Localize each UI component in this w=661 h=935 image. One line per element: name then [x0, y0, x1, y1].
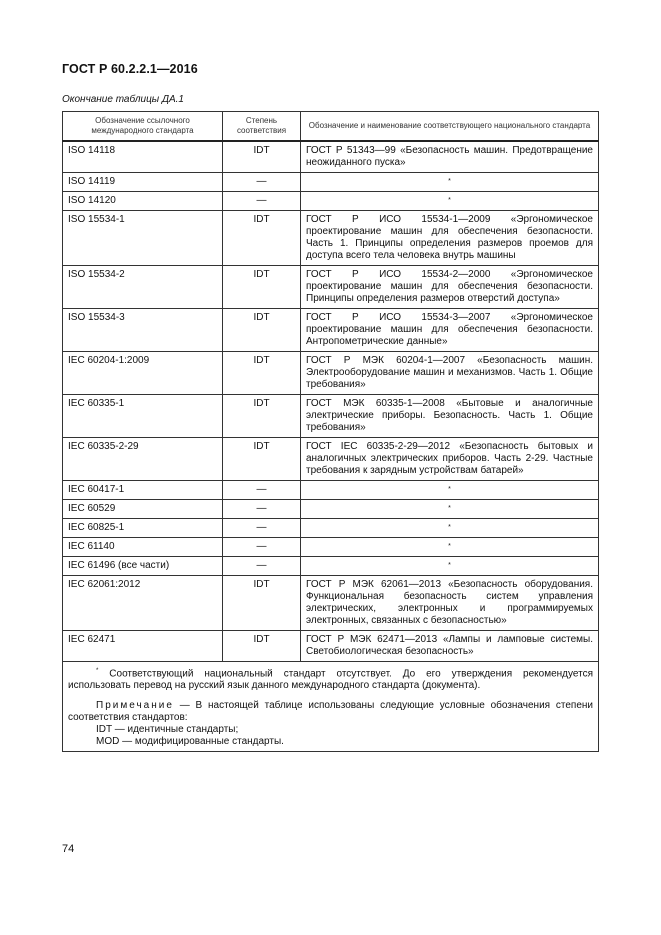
page-header-title: ГОСТ Р 60.2.2.1—2016 [62, 62, 198, 76]
row-national-standard: * [301, 519, 599, 538]
footnote [68, 665, 593, 692]
row-national-standard: * [301, 500, 599, 519]
legend-idt: IDT — идентичные стандарты; [96, 724, 239, 736]
note-text: — В настоящей таблице использованы следующие условные обозначения степени соответствия стандартов: [68, 700, 594, 724]
row-code: IEC 60335-2-29 [63, 438, 223, 481]
table-header-row [63, 112, 599, 142]
column-header-reference-standard: Обозначение ссылочного международного стандарта [63, 112, 223, 142]
row-code: ISO 15534-2 [63, 266, 223, 309]
table-row [63, 438, 599, 481]
footnote-text: Соответствующий национальный стандарт отсутствует. До его утверждения рекомендуется использовать перевод на русский язык данного международного стандарта (документа). [68, 668, 594, 692]
row-degree: — [223, 173, 301, 192]
table-row [63, 309, 599, 352]
row-national-standard: * [301, 538, 599, 557]
table-row [63, 500, 599, 519]
table-row [63, 519, 599, 538]
row-degree: — [223, 500, 301, 519]
legend-mod: MOD — модифицированные стандарты. [96, 736, 284, 748]
row-degree: — [223, 557, 301, 576]
row-degree: IDT [223, 352, 301, 395]
row-national-standard: ГОСТ Р ИСО 15534-1—2009 «Эргономическое проектирование машин для обеспечения безопасности. Часть 1. Принципы определения размеров проемов для доступа всего тела человека внутрь машины [301, 211, 599, 266]
row-degree: IDT [223, 211, 301, 266]
row-degree: IDT [223, 309, 301, 352]
table-footer-row [63, 662, 599, 752]
table-row [63, 352, 599, 395]
row-degree: IDT [223, 266, 301, 309]
row-code: IEC 61140 [63, 538, 223, 557]
row-degree: IDT [223, 395, 301, 438]
column-header-national-standard: Обозначение и наименование соответствующего национального стандарта [301, 112, 599, 142]
row-national-standard: ГОСТ Р МЭК 62061—2013 «Безопасность оборудования. Функциональная безопасность систем управления электрических, электронных и программируемых электронных, связанных с безопасностью» [301, 576, 599, 631]
note-label: Примечание [96, 700, 174, 712]
page-number: 74 [62, 843, 75, 855]
row-degree: — [223, 192, 301, 211]
row-code: ISO 15534-1 [63, 211, 223, 266]
row-national-standard: ГОСТ Р 51343—99 «Безопасность машин. Предотвращение неожиданного пуска» [301, 141, 599, 173]
table-row [63, 557, 599, 576]
row-degree: IDT [223, 576, 301, 631]
table-footnotes [63, 662, 599, 752]
table-row [63, 538, 599, 557]
row-code: IEC 60335-1 [63, 395, 223, 438]
row-national-standard: * [301, 557, 599, 576]
row-code: IEC 60204-1:2009 [63, 352, 223, 395]
table-row [63, 576, 599, 631]
table-row [63, 395, 599, 438]
column-header-degree: Степень соответствия [223, 112, 301, 142]
row-national-standard: ГОСТ IEC 60335-2-29—2012 «Безопасность бытовых и аналогичных электрических приборов. Часть 2-29. Частные требования к зарядным устройствам батарей» [301, 438, 599, 481]
table-row [63, 173, 599, 192]
row-degree: — [223, 538, 301, 557]
row-national-standard: * [301, 481, 599, 500]
row-national-standard: ГОСТ МЭК 60335-1—2008 «Бытовые и аналогичные электрические приборы. Безопасность. Часть 1. Общие требования» [301, 395, 599, 438]
row-code: IEC 60417-1 [63, 481, 223, 500]
row-national-standard: * [301, 192, 599, 211]
row-code: IEC 61496 (все части) [63, 557, 223, 576]
row-code: IEC 62471 [63, 631, 223, 662]
row-national-standard: ГОСТ Р ИСО 15534-3—2007 «Эргономическое проектирование машин для обеспечения безопасности. Антропометрические данные» [301, 309, 599, 352]
row-code: IEC 62061:2012 [63, 576, 223, 631]
standards-table [62, 111, 599, 752]
row-code: ISO 15534-3 [63, 309, 223, 352]
row-national-standard: ГОСТ Р ИСО 15534-2—2000 «Эргономическое проектирование машин для обеспечения безопасности. Принципы определения размеров отверстий доступа» [301, 266, 599, 309]
row-code: ISO 14119 [63, 173, 223, 192]
row-degree: IDT [223, 438, 301, 481]
row-code: IEC 60529 [63, 500, 223, 519]
footnote-mark: * [96, 668, 99, 674]
table-row [63, 141, 599, 173]
row-code: ISO 14120 [63, 192, 223, 211]
table-caption: Окончание таблицы ДА.1 [62, 94, 184, 105]
table-row [63, 192, 599, 211]
row-national-standard: * [301, 173, 599, 192]
table-row [63, 211, 599, 266]
row-degree: — [223, 519, 301, 538]
row-code: ISO 14118 [63, 141, 223, 173]
note [68, 700, 593, 724]
row-degree: IDT [223, 631, 301, 662]
table-row [63, 481, 599, 500]
row-national-standard: ГОСТ Р МЭК 62471—2013 «Лампы и ламповые системы. Светобиологическая безопасность» [301, 631, 599, 662]
table-row [63, 631, 599, 662]
table-row [63, 266, 599, 309]
row-degree: IDT [223, 141, 301, 173]
row-national-standard: ГОСТ Р МЭК 60204-1—2007 «Безопасность машин. Электрооборудование машин и механизмов. Часть 1. Общие требования» [301, 352, 599, 395]
row-code: IEC 60825-1 [63, 519, 223, 538]
row-degree: — [223, 481, 301, 500]
